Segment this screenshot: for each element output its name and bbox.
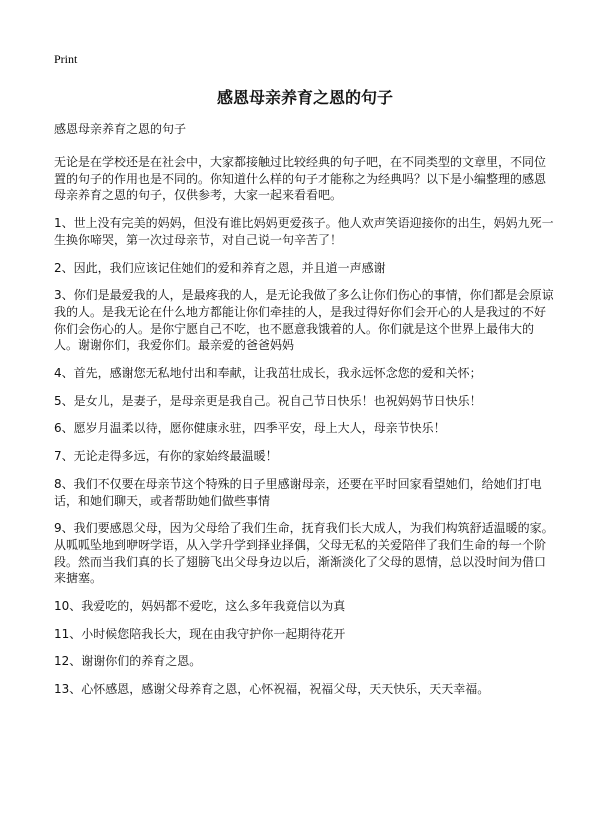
paragraph-8: 8、我们不仅要在母亲节这个特殊的日子里感谢母亲，还要在平时回家看望她们，给她们打电话，和她们聊天，或者帮助她们做些事情 [54,476,542,508]
paragraph-3: 3、你们是最爱我的人，是最疼我的人，是无论我做了多么让你们伤心的事情，你们都是会原谅我的人。是我无论在什么地方都能让你们牵挂的人，是我过得好你们会开心的人是我过的不好你们会伤心的人。是你宁愿自己不吃，也不愿意我饿着的人。你们就是这个世界上最伟大的人。谢谢你们，我爱你们。最亲爱的爸爸妈妈 [54,288,554,353]
print-link[interactable]: Print [54,52,78,66]
paragraph-2: 2、因此，我们应该记住她们的爱和养育之恩，并且道一声感谢 [54,260,386,275]
paragraph-9: 9、我们要感恩父母，因为父母给了我们生命，抚育我们长大成人，为我们构筑舒适温暖的家。从呱呱坠地到咿呀学语，从入学升学到择业择偶，父母无私的关爱陪伴了我们生命的每一个阶段。然而当我们真的长了翅膀飞出父母身边以后，渐渐淡化了父母的恩情，总以没时间为借口来搪塞。 [54,521,554,586]
paragraph-13: 13、心怀感恩，感谢父母养育之恩，心怀祝福，祝福父母，天天快乐，天天幸福。 [54,682,490,697]
paragraph-11: 11、小时候您陪我长大，现在由我守护你一起期待花开 [54,626,346,641]
paragraph-4: 4、首先，感谢您无私地付出和奉献，让我茁壮成长，我永远怀念您的爱和关怀； [54,366,482,381]
paragraph-5: 5、是女儿，是妻子，是母亲更是我自己。祝自己节日快乐！也祝妈妈节日快乐！ [54,393,482,408]
paragraph-10: 10、我爱吃的，妈妈都不爱吃，这么多年我竟信以为真 [54,599,346,614]
paragraph-7: 7、无论走得多远，有你的家始终最温暖！ [54,449,278,464]
paragraph-1: 1、世上没有完美的妈妈，但没有谁比妈妈更爱孩子。他人欢声笑语迎接你的出生，妈妈九死一生换你啼哭，第一次过母亲节，对自己说一句辛苦了！ [54,216,554,247]
paragraph-12: 12、谢谢你们的养育之恩。 [54,654,202,669]
page-title: 感恩母亲养育之恩的句子 [216,88,393,107]
article-body [54,154,556,698]
paragraph-6: 6、愿岁月温柔以待，愿你健康永驻，四季平安，母上大人，母亲节快乐！ [54,421,446,436]
document-subtitle: 感恩母亲养育之恩的句子 [54,122,187,136]
intro-paragraph: 无论是在学校还是在社会中，大家都接触过比较经典的句子吧，在不同类型的文章里，不同位置的句子的作用也是不同的。你知道什么样的句子才能称之为经典吗？以下是小编整理的感恩母亲养育之恩的句子，仅供参考，大家一起来看看吧。 [54,155,547,203]
